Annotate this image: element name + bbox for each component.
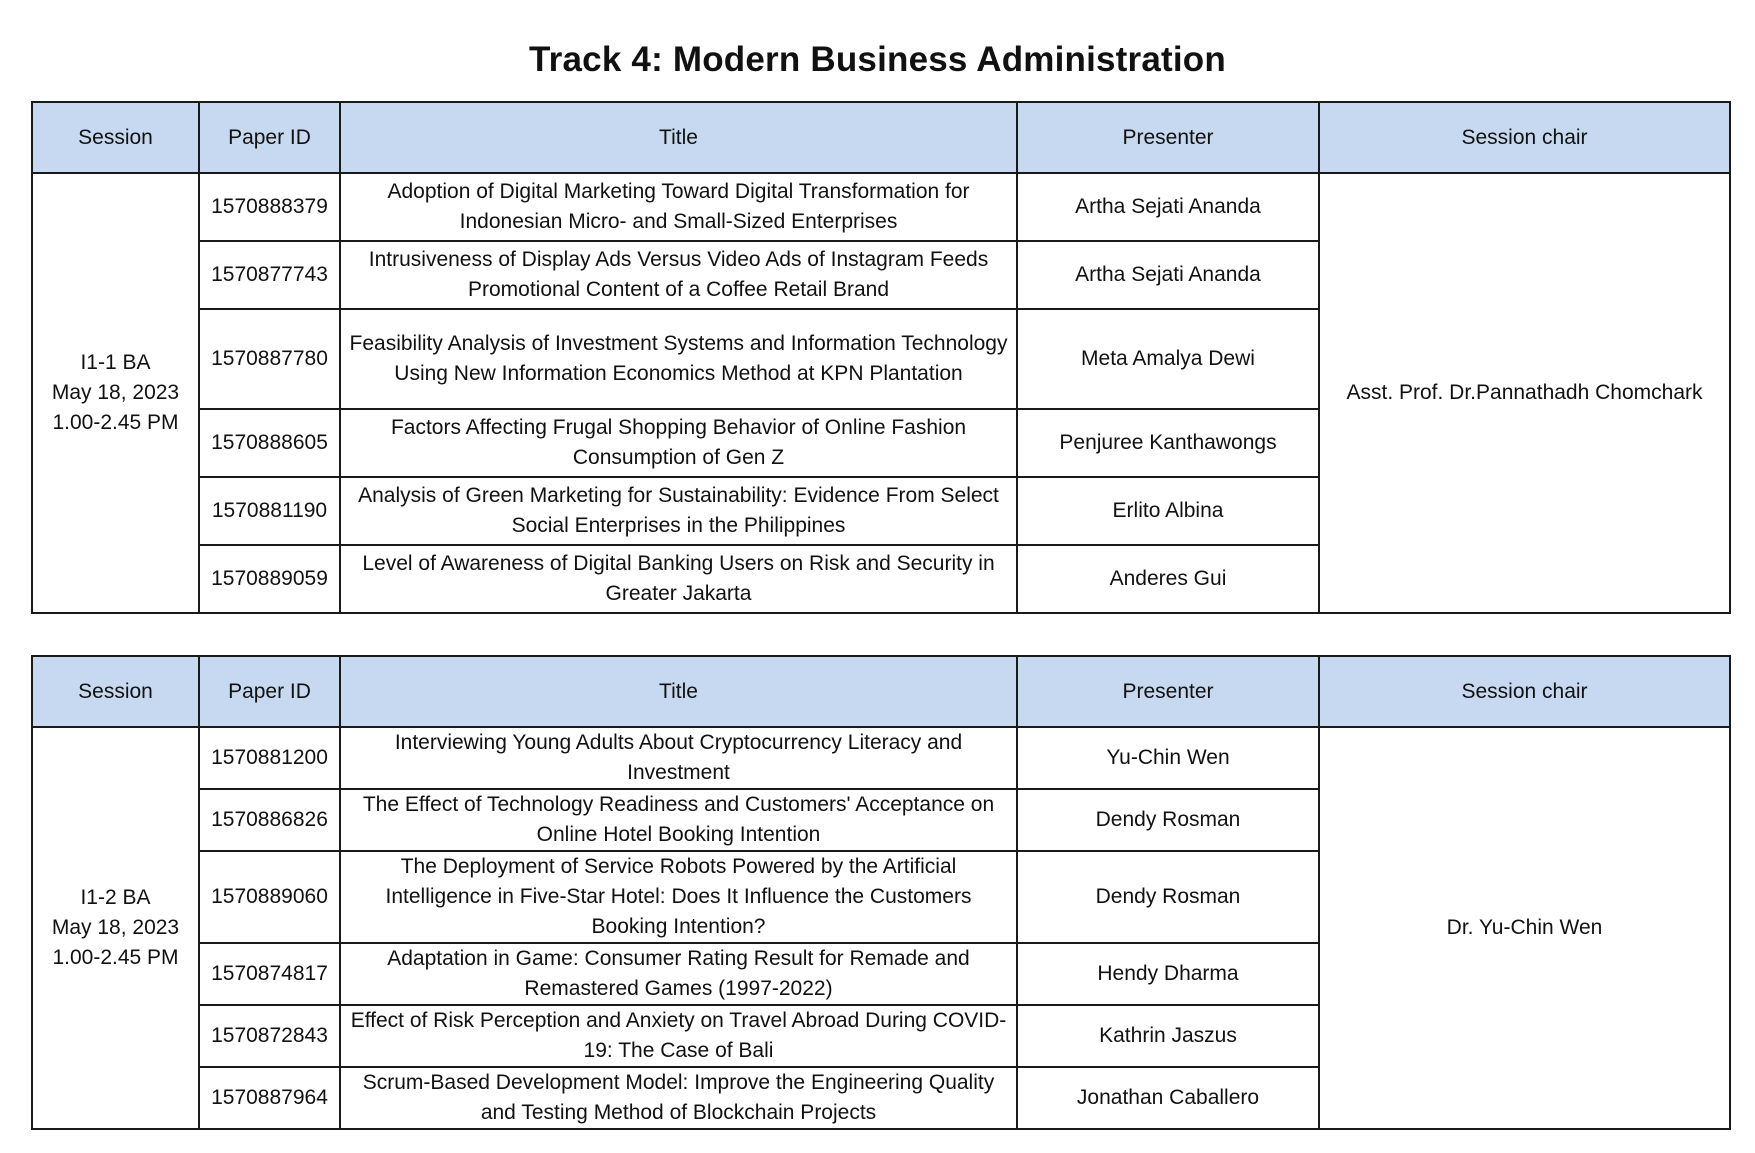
presenter-cell: Anderes Gui bbox=[1017, 545, 1319, 613]
header-session-chair: Session chair bbox=[1319, 656, 1730, 727]
paper-title-cell: Feasibility Analysis of Investment Systems and Information Technology Using New Information Economics Method at KPN Plantation bbox=[340, 309, 1017, 409]
presenter-cell: Dendy Rosman bbox=[1017, 851, 1319, 943]
paper-id-cell: 1570887964 bbox=[199, 1067, 340, 1129]
header-session: Session bbox=[32, 656, 199, 727]
session-cell: I1-1 BA May 18, 2023 1.00-2.45 PM bbox=[32, 173, 199, 613]
paper-title-cell: Analysis of Green Marketing for Sustainability: Evidence From Select Social Enterprises in the Philippines bbox=[340, 477, 1017, 545]
session-chair-cell: Asst. Prof. Dr.Pannathadh Chomchark bbox=[1319, 173, 1730, 613]
paper-id-cell: 1570874817 bbox=[199, 943, 340, 1005]
paper-id-cell: 1570872843 bbox=[199, 1005, 340, 1067]
header-row bbox=[32, 102, 1730, 173]
paper-title-cell: Adaptation in Game: Consumer Rating Result for Remade and Remastered Games (1997-2022) bbox=[340, 943, 1017, 1005]
paper-title-cell: Level of Awareness of Digital Banking Users on Risk and Security in Greater Jakarta bbox=[340, 545, 1017, 613]
session-cell: I1-2 BA May 18, 2023 1.00-2.45 PM bbox=[32, 727, 199, 1129]
header-paper-id: Paper ID bbox=[199, 102, 340, 173]
presenter-cell: Meta Amalya Dewi bbox=[1017, 309, 1319, 409]
header-session-chair: Session chair bbox=[1319, 102, 1730, 173]
paper-id-cell: 1570886826 bbox=[199, 789, 340, 851]
presenter-cell: Hendy Dharma bbox=[1017, 943, 1319, 1005]
header-title: Title bbox=[340, 656, 1017, 727]
presenter-cell: Artha Sejati Ananda bbox=[1017, 173, 1319, 241]
header-row bbox=[32, 656, 1730, 727]
header-presenter: Presenter bbox=[1017, 102, 1319, 173]
presenter-cell: Kathrin Jaszus bbox=[1017, 1005, 1319, 1067]
header-session: Session bbox=[32, 102, 199, 173]
paper-title-cell: Adoption of Digital Marketing Toward Digital Transformation for Indonesian Micro- and Small-Sized Enterprises bbox=[340, 173, 1017, 241]
table-row bbox=[32, 727, 1730, 789]
paper-title-cell: Factors Affecting Frugal Shopping Behavior of Online Fashion Consumption of Gen Z bbox=[340, 409, 1017, 477]
presenter-cell: Erlito Albina bbox=[1017, 477, 1319, 545]
paper-title-cell: Interviewing Young Adults About Cryptocurrency Literacy and Investment bbox=[340, 727, 1017, 789]
presenter-cell: Yu-Chin Wen bbox=[1017, 727, 1319, 789]
paper-id-cell: 1570881190 bbox=[199, 477, 340, 545]
paper-title-cell: Intrusiveness of Display Ads Versus Video Ads of Instagram Feeds Promotional Content of a Coffee Retail Brand bbox=[340, 241, 1017, 309]
paper-title-cell: Effect of Risk Perception and Anxiety on Travel Abroad During COVID-19: The Case of Bali bbox=[340, 1005, 1017, 1067]
paper-id-cell: 1570877743 bbox=[199, 241, 340, 309]
presenter-cell: Jonathan Caballero bbox=[1017, 1067, 1319, 1129]
table-row bbox=[32, 173, 1730, 241]
header-presenter: Presenter bbox=[1017, 656, 1319, 727]
paper-title-cell: Scrum-Based Development Model: Improve the Engineering Quality and Testing Method of Blockchain Projects bbox=[340, 1067, 1017, 1129]
paper-title-cell: The Effect of Technology Readiness and Customers' Acceptance on Online Hotel Booking Intention bbox=[340, 789, 1017, 851]
presenter-cell: Dendy Rosman bbox=[1017, 789, 1319, 851]
presenter-cell: Artha Sejati Ananda bbox=[1017, 241, 1319, 309]
paper-id-cell: 1570881200 bbox=[199, 727, 340, 789]
page-title: Track 4: Modern Business Administration bbox=[529, 40, 1226, 79]
session-table-1 bbox=[31, 101, 1731, 614]
header-paper-id: Paper ID bbox=[199, 656, 340, 727]
session-chair-cell: Dr. Yu-Chin Wen bbox=[1319, 727, 1730, 1129]
paper-id-cell: 1570888379 bbox=[199, 173, 340, 241]
paper-id-cell: 1570889059 bbox=[199, 545, 340, 613]
paper-title-cell: The Deployment of Service Robots Powered by the Artificial Intelligence in Five-Star Hotel: Does It Influence the Customers Booking Intention? bbox=[340, 851, 1017, 943]
header-title: Title bbox=[340, 102, 1017, 173]
presenter-cell: Penjuree Kanthawongs bbox=[1017, 409, 1319, 477]
paper-id-cell: 1570887780 bbox=[199, 309, 340, 409]
paper-id-cell: 1570889060 bbox=[199, 851, 340, 943]
session-table-2 bbox=[31, 655, 1731, 1130]
paper-id-cell: 1570888605 bbox=[199, 409, 340, 477]
